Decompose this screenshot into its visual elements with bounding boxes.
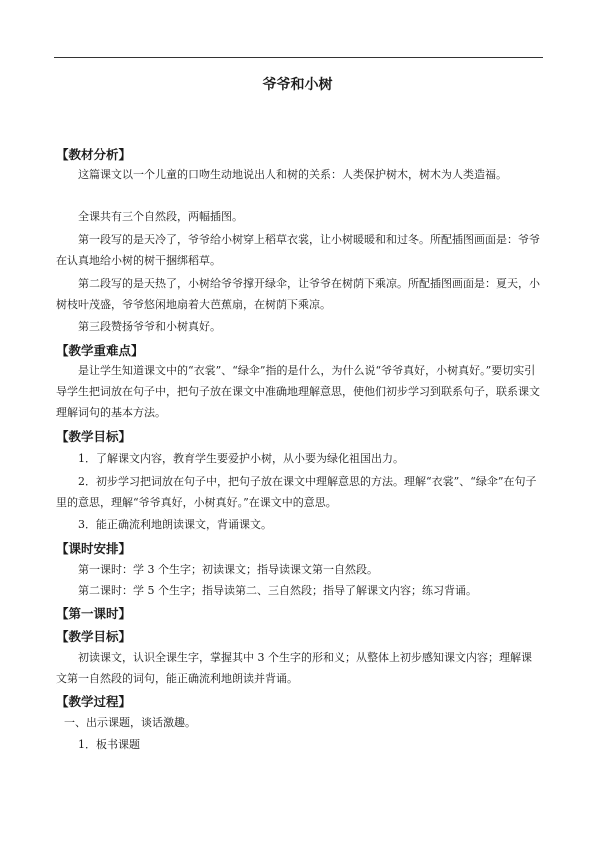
difficulty-paragraph: 是让学生知道课文中的“衣裳”、“绿伞”指的是什么，为什么说“爷爷真好，小树真好。”要切实引导学生把词放在句子中，把句子放在课文中准确地理解意思，使他们初步学习到联系句子，联系课文理解词句的基本方法。 xyxy=(56,364,540,419)
goal-item-3: 3．能正确流利地朗读课文，背诵课文。 xyxy=(78,518,272,531)
heading-goals: 【教学目标】 xyxy=(56,429,132,444)
schedule-item-2: 第二课时：学 5 个生字；指导读第二、三自然段；指导了解课文内容；练习背诵。 xyxy=(78,584,477,597)
heading-schedule: 【课时安排】 xyxy=(56,541,132,556)
process-step-1: 一、出示课题，谈话激趣。 xyxy=(64,716,196,729)
heading-goals-lesson-1: 【教学目标】 xyxy=(56,629,132,644)
goal-item-2: 2．初步学习把词放在句子中，把句子放在课文中理解意思的方法。理解“衣裳”、“绿伞”在句子里的意思，理解“爷爷真好，小树真好。”在课文中的意思。 xyxy=(56,475,537,509)
process-step-1a: 1．板书课题 xyxy=(78,738,140,751)
document-title: 爷爷和小树 xyxy=(262,77,333,93)
schedule-item-1: 第一课时：学 3 个生字；初读课文；指导读课文第一自然段。 xyxy=(78,563,378,576)
heading-difficulty: 【教学重难点】 xyxy=(56,343,144,358)
analysis-paragraph-3: 第一段写的是天冷了，爷爷给小树穿上稻草衣裳，让小树暖暖和和过冬。所配插图画面是：爷爷在认真地给小树的树干捆绑稻草。 xyxy=(56,233,540,267)
analysis-paragraph-4: 第二段写的是天热了，小树给爷爷撑开绿伞，让爷爷在树荫下乘凉。所配插图画面是：夏天，小树枝叶茂盛，爷爷悠闲地扇着大芭蕉扇，在树荫下乘凉。 xyxy=(56,277,540,311)
heading-process: 【教学过程】 xyxy=(56,694,132,709)
analysis-paragraph-2: 全课共有三个自然段，两幅插图。 xyxy=(78,210,243,223)
goal-item-1: 1．了解课文内容，教育学生要爱护小树，从小要为绿化祖国出力。 xyxy=(78,452,404,465)
heading-lesson-1: 【第一课时】 xyxy=(56,606,132,621)
header-rule xyxy=(54,57,543,58)
heading-analysis: 【教材分析】 xyxy=(56,147,132,162)
goals-lesson-1-paragraph: 初读课文，认识全课生字，掌握其中 3 个生字的形和义；从整体上初步感知课文内容；理解课文第一自然段的词句，能正确流利地朗读并背诵。 xyxy=(56,651,532,685)
analysis-paragraph-5: 第三段赞扬爷爷和小树真好。 xyxy=(78,320,221,333)
analysis-paragraph-1: 这篇课文以一个儿童的口吻生动地说出人和树的关系：人类保护树木，树木为人类造福。 xyxy=(78,168,507,181)
